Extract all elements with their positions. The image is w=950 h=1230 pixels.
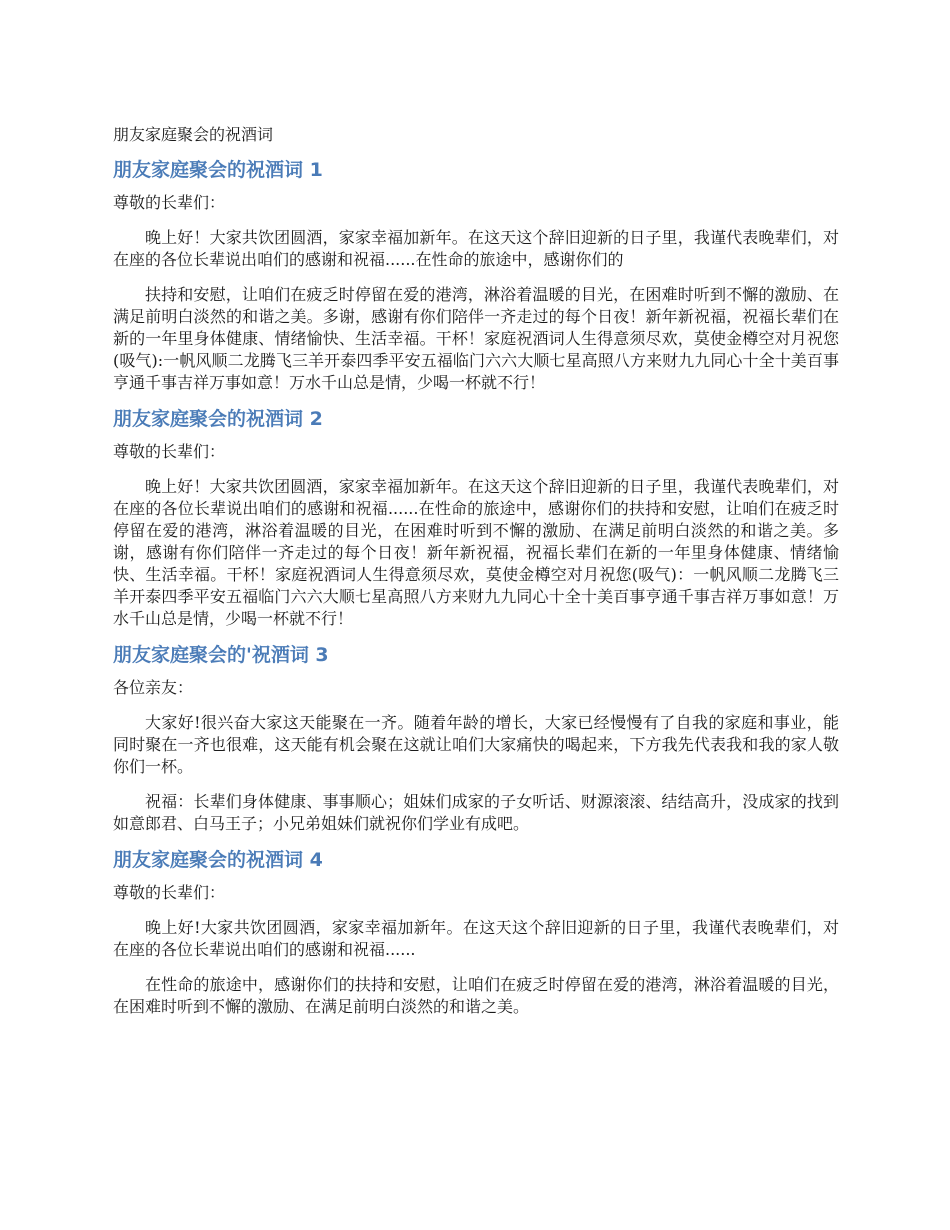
- section-heading: 朋友家庭聚会的'祝酒词 3: [113, 644, 329, 666]
- paragraph: 晚上好！大家共饮团圆酒，家家幸福加新年。在这天这个辞旧迎新的日子里，我谨代表晚辈们，对在座的各位长辈说出咱们的感谢和祝福......在性命的旅途中，感谢你们的: [113, 228, 839, 269]
- document-title: 朋友家庭聚会的祝酒词: [113, 125, 274, 144]
- paragraph: 祝福：长辈们身体健康、事事顺心；姐妹们成家的子女听话、财源滚滚、结结高升，没成家的找到如意郎君、白马王子；小兄弟姐妹们就祝你们学业有成吧。: [113, 792, 839, 833]
- section-2: [113, 407, 839, 630]
- section-3: [113, 643, 839, 835]
- section-1: [113, 158, 839, 394]
- salutation: 尊敬的长辈们：: [113, 883, 226, 902]
- section-4: [113, 848, 839, 1018]
- paragraph: 晚上好！大家共饮团圆酒，家家幸福加新年。在这天这个辞旧迎新的日子里，我谨代表晚辈们，对在座的各位长辈说出咱们的感谢和祝福......在性命的旅途中，感谢你们的扶持和安慰，让咱们在疲乏时停留在爱的港湾，淋浴着温暖的目光，在困难时听到不懈的激励、在满足前明白淡然的和谐之美。多谢，感谢有你们陪伴一齐走过的每个日夜！新年新祝福，祝福长辈们在新的一年里身体健康、情绪愉快、生活幸福。干杯！家庭祝酒词人生得意须尽欢，莫使金樽空对月祝您(吸气)：一帆风顺二龙腾飞三羊开泰四季平安五福临门六六大顺七星高照八方来财九九同心十全十美百事亨通千事吉祥万事如意！万水千山总是情，少喝一杯就不行！: [113, 477, 839, 628]
- salutation: 各位亲友：: [113, 678, 194, 697]
- salutation: 尊敬的长辈们：: [113, 193, 226, 212]
- paragraph: 在性命的旅途中，感谢你们的扶持和安慰，让咱们在疲乏时停留在爱的港湾，淋浴着温暖的目光，在困难时听到不懈的激励、在满足前明白淡然的和谐之美。: [113, 975, 839, 1016]
- paragraph: 大家好!很兴奋大家这天能聚在一齐。随着年龄的增长，大家已经慢慢有了自我的家庭和事业，能同时聚在一齐也很难，这天能有机会聚在这就让咱们大家痛快的喝起来，下方我先代表我和我的家人敬你们一杯。: [113, 713, 839, 776]
- section-heading: 朋友家庭聚会的祝酒词 4: [113, 849, 323, 871]
- section-heading: 朋友家庭聚会的祝酒词 2: [113, 408, 323, 430]
- document-page: [113, 124, 839, 1031]
- salutation: 尊敬的长辈们：: [113, 442, 226, 461]
- paragraph: 扶持和安慰，让咱们在疲乏时停留在爱的港湾，淋浴着温暖的目光，在困难时听到不懈的激励、在满足前明白淡然的和谐之美。多谢，感谢有你们陪伴一齐走过的每个日夜！新年新祝福，祝福长辈们在新的一年里身体健康、情绪愉快、生活幸福。干杯！家庭祝酒词人生得意须尽欢，莫使金樽空对月祝您(吸气):一帆风顺二龙腾飞三羊开泰四季平安五福临门六六大顺七星高照八方来财九九同心十全十美百事亨通千事吉祥万事如意！万水千山总是情，少喝一杯就不行！: [113, 285, 839, 392]
- section-heading: 朋友家庭聚会的祝酒词 1: [113, 159, 323, 181]
- paragraph: 晚上好!大家共饮团圆酒，家家幸福加新年。在这天这个辞旧迎新的日子里，我谨代表晚辈们，对在座的各位长辈说出咱们的感谢和祝福......: [113, 918, 839, 959]
